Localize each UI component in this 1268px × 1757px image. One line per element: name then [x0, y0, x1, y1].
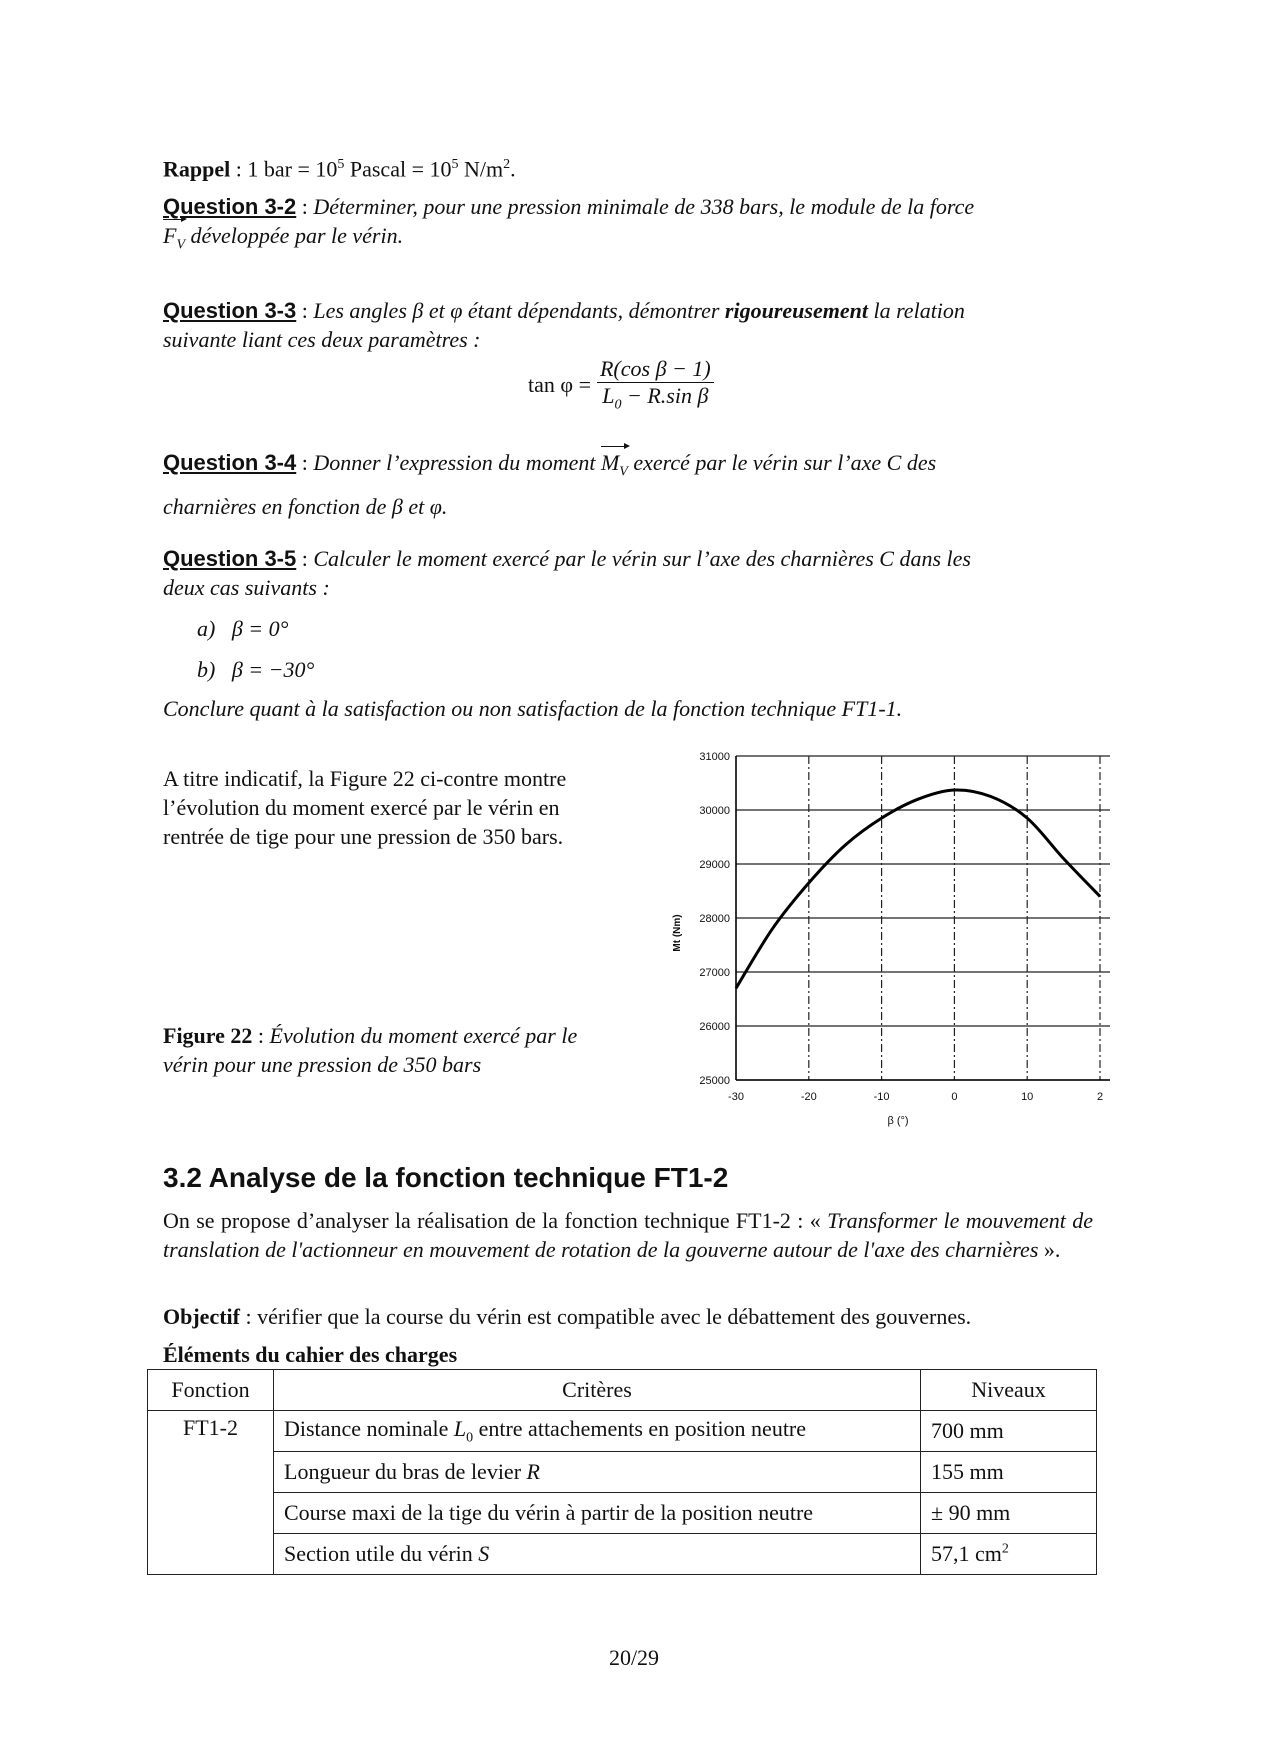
separator: :	[296, 450, 314, 475]
question-3-4	[163, 448, 1093, 521]
section-title: 3.2 Analyse de la fonction technique FT1-2	[163, 1162, 729, 1193]
separator: :	[296, 298, 314, 323]
rappel-text: .	[510, 156, 516, 182]
y-tick-label: 26000	[699, 1021, 730, 1033]
question-text: Les angles β et φ étant dépendants, démontrer	[313, 298, 725, 323]
table-header-row	[148, 1370, 1097, 1411]
x-tick-label: -20	[800, 1091, 817, 1103]
case-marker: b)	[197, 657, 216, 682]
vector-subscript: V	[619, 464, 628, 480]
rappel-label: Rappel	[163, 156, 231, 182]
x-tick-label: 2	[1096, 1091, 1104, 1103]
objective	[163, 1302, 1093, 1331]
denominator-sub: 0	[614, 397, 622, 413]
vector-subscript: V	[176, 237, 186, 253]
level-cell	[921, 1534, 1097, 1575]
vector-symbol: F	[163, 223, 177, 248]
criterion-cell	[274, 1411, 921, 1452]
section-intro	[163, 1206, 1093, 1264]
question-text: Déterminer, pour une pression minimale de 338 bars, le module de la force	[313, 194, 975, 219]
criterion-cell	[274, 1452, 921, 1493]
denominator-var: L	[602, 383, 615, 408]
y-tick-label: 30000	[699, 805, 730, 817]
criterion-text: Section utile du vérin	[284, 1541, 479, 1566]
separator: :	[296, 546, 314, 571]
question-label: Question 3-2	[163, 194, 297, 219]
objective-text: : vérifier que la course du vérin est compatible avec le débattement des gouvernes.	[239, 1304, 972, 1329]
page-number: 20/29	[608, 1645, 660, 1670]
question-text: la relation	[867, 298, 965, 323]
x-tick-label: 10	[1021, 1091, 1034, 1103]
case-b	[197, 655, 1093, 684]
question-text: exercé par le vérin sur l’axe C des	[627, 450, 937, 475]
question-text: Donner l’expression du moment	[313, 450, 601, 475]
header-criteres: Critères	[274, 1370, 921, 1411]
moment-curve	[736, 790, 1100, 988]
formula-lhs: tan φ =	[528, 371, 591, 397]
header-fonction: Fonction	[148, 1370, 274, 1411]
question-label: Question 3-5	[163, 546, 297, 571]
caption-text: Évolution du moment exercé par le	[269, 1023, 578, 1048]
intro-line: l’évolution du moment exercé par le vérin en	[163, 795, 560, 820]
criterion-cell	[274, 1493, 921, 1534]
rappel-line	[163, 150, 516, 183]
criterion-text: Longueur du bras de levier	[284, 1459, 527, 1484]
emphasis-text: rigoureusement	[724, 298, 868, 323]
y-tick-label: 25000	[699, 1075, 730, 1087]
question-3-5	[163, 544, 1093, 723]
table-row	[148, 1411, 1097, 1452]
y-tick-label: 31000	[699, 751, 730, 763]
intro-text: ».	[1038, 1237, 1061, 1262]
case-a	[197, 614, 1093, 643]
function-cell: FT1-2	[148, 1411, 274, 1575]
figure-label: Figure 22	[163, 1023, 253, 1048]
level-value: 155 mm	[931, 1459, 1004, 1484]
question-label: Question 3-3	[163, 298, 297, 323]
question-text: Calculer le moment exercé par le vérin sur l’axe des charnières C dans les	[313, 546, 971, 571]
level-cell	[921, 1493, 1097, 1534]
caption-text: vérin pour une pression de 350 bars	[163, 1052, 482, 1077]
rappel-exponent: 2	[503, 157, 511, 172]
objective-label: Objectif	[163, 1304, 240, 1329]
y-tick-label: 29000	[699, 859, 730, 871]
intro-line: A titre indicatif, la Figure 22 ci-contre montre	[163, 766, 567, 791]
level-exponent: 2	[1001, 1541, 1009, 1557]
y-tick-label: 27000	[699, 967, 730, 979]
level-value: ± 90 mm	[931, 1500, 1011, 1525]
intro-italic: Transformer le mouvement de translation de l'actionneur en mouvement de rotation de la gouverne autour de l'axe des charnières	[163, 1208, 1093, 1262]
criterion-text: Course maxi de la tige du vérin à partir de la position neutre	[284, 1500, 814, 1525]
rappel-exponent: 5	[337, 157, 345, 172]
conclusion-text: Conclure quant à la satisfaction ou non satisfaction de la fonction technique FT1-1.	[163, 696, 903, 721]
formula-numerator: R(cos β − 1)	[597, 356, 714, 383]
x-tick-label: -30	[728, 1091, 744, 1103]
x-tick-label: 0	[951, 1091, 958, 1103]
case-value: β = −30°	[231, 657, 315, 682]
y-tick-label: 28000	[699, 913, 730, 925]
table-row	[148, 1493, 1097, 1534]
question-3-2	[163, 192, 1093, 259]
rappel-exponent: 5	[451, 157, 459, 172]
table-title: Éléments du cahier des charges	[163, 1342, 458, 1367]
rappel-text: Pascal = 10	[344, 156, 452, 182]
criterion-text: entre attachements en position neutre	[473, 1415, 807, 1441]
question-label: Question 3-4	[163, 450, 297, 475]
vector-symbol: M	[600, 450, 620, 475]
level-cell	[921, 1452, 1097, 1493]
question-3-3	[163, 296, 1093, 354]
question-text: charnières en fonction de β et φ.	[163, 494, 448, 520]
level-cell	[921, 1411, 1097, 1452]
level-value: 57,1 cm	[931, 1541, 1002, 1566]
case-marker: a)	[197, 616, 216, 641]
question-text: deux cas suivants :	[163, 575, 330, 600]
level-value: 700 mm	[931, 1418, 1004, 1443]
separator: :	[252, 1023, 270, 1048]
criterion-cell	[274, 1534, 921, 1575]
case-value: β = 0°	[231, 616, 289, 641]
x-axis-label: β (°)	[887, 1115, 909, 1127]
table-row	[148, 1452, 1097, 1493]
figure-caption	[163, 1021, 633, 1079]
moment-vector	[601, 448, 628, 486]
intro-text: On se propose d’analyser la réalisation de la fonction technique FT1-2 : «	[163, 1208, 828, 1233]
criterion-var: L	[453, 1415, 467, 1441]
separator: :	[296, 194, 314, 219]
rappel-text: N/m	[458, 156, 504, 182]
x-tick-label: -10	[873, 1091, 890, 1103]
rappel-text: : 1 bar = 10	[230, 156, 338, 182]
requirements-table	[147, 1369, 1097, 1575]
criterion-text: Distance nominale	[284, 1415, 454, 1441]
criterion-var: R	[526, 1459, 540, 1484]
tan-phi-formula	[528, 356, 714, 413]
question-text: développée par le vérin.	[185, 223, 404, 248]
denominator-rest: − R.sin β	[621, 383, 709, 408]
table-row	[148, 1534, 1097, 1575]
question-text: suivante liant ces deux paramètres :	[163, 327, 481, 352]
moment-chart	[640, 740, 1110, 1140]
formula-denominator	[599, 383, 711, 413]
header-niveaux: Niveaux	[921, 1370, 1097, 1411]
criterion-sub: 0	[466, 1430, 474, 1446]
intro-line: rentrée de tige pour une pression de 350 bars.	[163, 824, 564, 849]
force-vector	[163, 221, 185, 259]
y-axis-label: Mt (Nm)	[672, 914, 683, 952]
figure-intro	[163, 764, 633, 851]
criterion-var: S	[478, 1541, 490, 1566]
